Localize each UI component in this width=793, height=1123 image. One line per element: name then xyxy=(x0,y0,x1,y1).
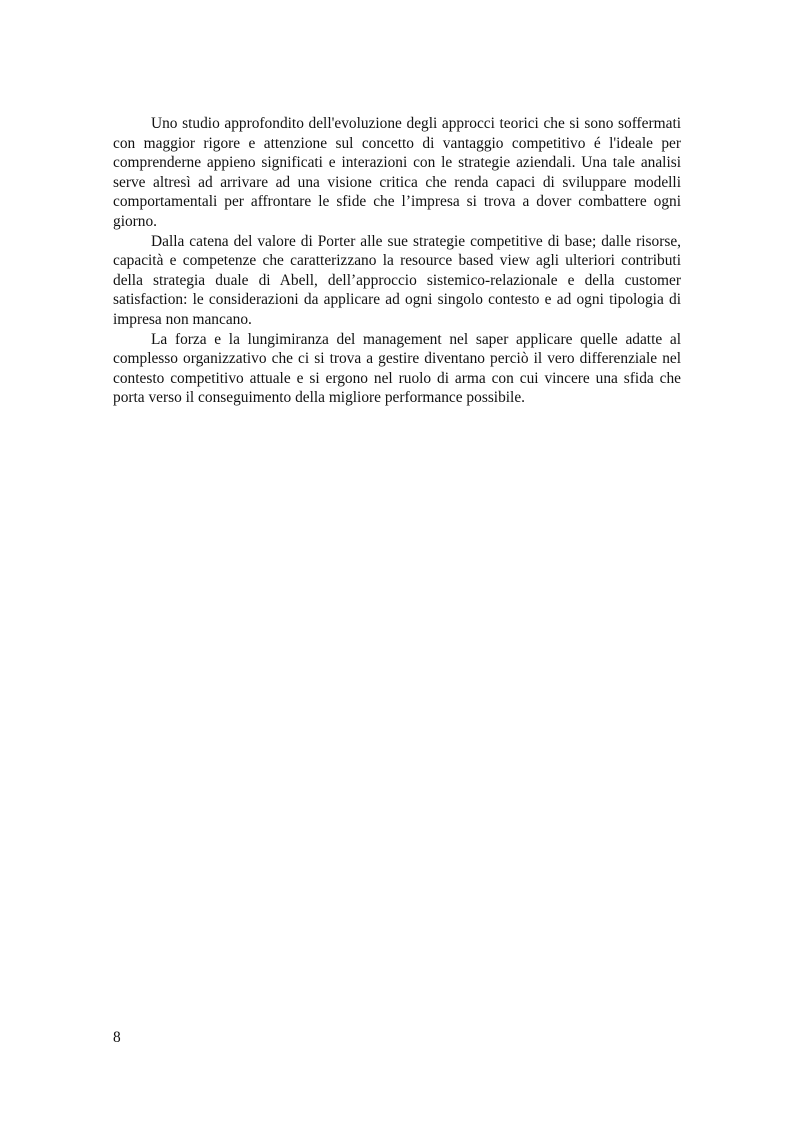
body-text xyxy=(113,114,681,408)
paragraph-2: Dalla catena del valore di Porter alle sue strategie competitive di base; dalle risorse, capacità e competenze che caratterizzano la resource based view agli ulteriori contributi della strategia duale di Abell, dell’approccio sistemico-relazionale e della customer satisfaction: le considerazioni da applicare ad ogni singolo contesto e ad ogni tipologia di impresa non mancano. xyxy=(113,232,681,328)
page-number: 8 xyxy=(113,1029,121,1046)
paragraph-3: La forza e la lungimiranza del management nel saper applicare quelle adatte al complesso organizzativo che ci si trova a gestire diventano perciò il vero differenziale nel contesto competitivo attuale e si ergono nel ruolo di arma con cui vincere una sfida che porta verso il conseguimento della migliore performance possibile. xyxy=(113,330,681,407)
paragraph-1: Uno studio approfondito dell'evoluzione degli approcci teorici che si sono soffermati con maggior rigore e attenzione sul concetto di vantaggio competitivo é l'ideale per comprenderne appieno significati e interazioni con le strategie aziendali. Una tale analisi serve altresì ad arrivare ad una visione critica che renda capaci di sviluppare modelli comportamentali per affrontare le sfide che l’impresa si trova a dover combattere ogni giorno. xyxy=(113,115,681,230)
